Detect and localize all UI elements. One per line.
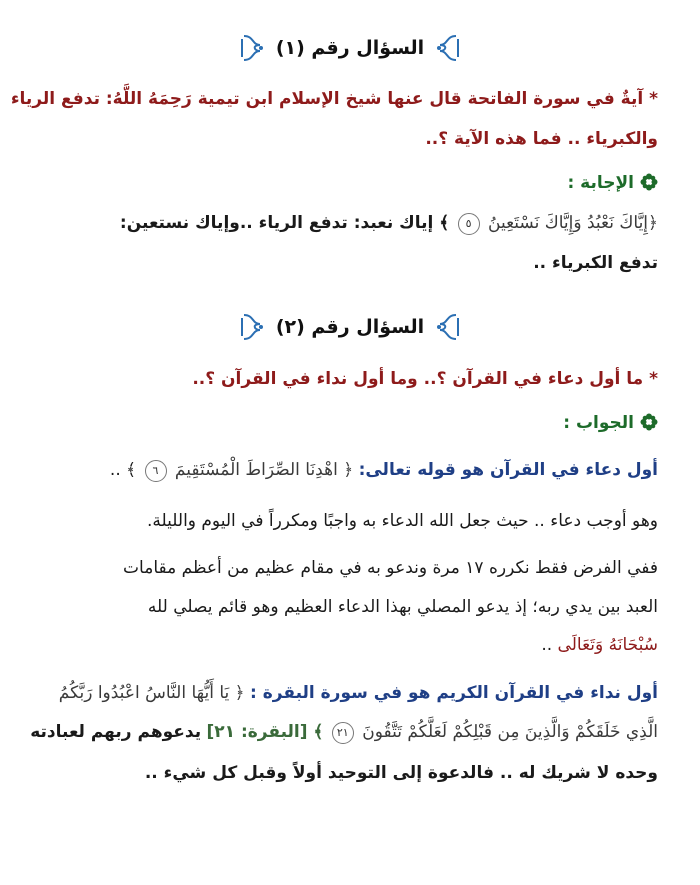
first-call-text: يدعوهم ربهم لعبادته bbox=[30, 722, 202, 742]
answer-label-line bbox=[42, 170, 658, 196]
first-call-intro: أول نداء في القرآن الكريم هو في سورة البقرة : bbox=[250, 683, 658, 703]
answer-1-text: ﴾ إياك نعبد: تدفع الرياء ..وإياك نستعين: bbox=[119, 213, 450, 233]
quran-verse: ﴿إِيَّاكَ نَعْبُدُ وَإِيَّاكَ نَسْتَعِينُ bbox=[488, 213, 658, 233]
flower-icon bbox=[640, 413, 658, 431]
ornament-icon bbox=[240, 33, 266, 63]
quran-verse: ﴿ اهْدِنَا الصِّرَاطَ الْمُسْتَقِيمَ bbox=[174, 460, 354, 480]
paragraph-line-3 bbox=[42, 632, 658, 658]
question-1-line-1: * آيةٌ في سورة الفاتحة قال عنها شيخ الإسلام ابن تيمية رَحِمَهُ اللَّهُ: تدفع الرياء bbox=[10, 89, 658, 109]
first-dua-intro: أول دعاء في القرآن هو قوله تعالى: bbox=[358, 460, 658, 480]
first-dua-end: ﴾ .. bbox=[109, 460, 137, 480]
quran-verse: ﴿ يَا أَيُّهَا النَّاسُ اعْبُدُوا رَبَّكُمُ bbox=[58, 683, 245, 703]
obligation-line: وهو أوجب دعاء .. حيث جعل الله الدعاء به واجبًا ومكرراً في اليوم والليلة. bbox=[146, 511, 658, 531]
quran-verse: الَّذِي خَلَقَكُمْ وَالَّذِينَ مِن قَبْلِكُمْ لَعَلَّكُمْ تَتَّقُونَ bbox=[362, 722, 658, 742]
question-2-title: السؤال رقم (٢) bbox=[275, 316, 425, 338]
first-call-line-1 bbox=[42, 680, 658, 706]
paragraph-line-2: العبد بين يدي ربه؛ إذ يدعو المصلي بهذا الدعاء العظيم وهو قائم يصلي لله bbox=[147, 597, 658, 617]
paragraph-line-1: ففي الفرض فقط نكرره ١٧ مرة وندعو به في مقام عظيم من أعظم مقامات bbox=[123, 558, 658, 578]
question-2-line: * ما أول دعاء في القرآن ؟.. وما أول نداء في القرآن ؟.. bbox=[192, 369, 658, 389]
answer-2-label: الجواب : bbox=[563, 413, 634, 433]
question-1-title: السؤال رقم (١) bbox=[275, 37, 425, 59]
ayah-number: ٥ bbox=[458, 213, 480, 235]
first-dua-line bbox=[42, 457, 658, 483]
ayah-number: ٦ bbox=[145, 460, 167, 482]
surah-reference: ﴾ [البقرة: ٢١] bbox=[206, 722, 324, 742]
answer-1-line-2: تدفع الكبرياء .. bbox=[533, 253, 658, 273]
answer-label: الإجابة : bbox=[567, 173, 634, 193]
first-call-line-2 bbox=[30, 719, 658, 745]
last-line: وحده لا شريك له .. فالدعوة إلى التوحيد أولاً وقبل كل شيء .. bbox=[144, 763, 658, 783]
paragraph-line-3-end: .. bbox=[541, 635, 553, 655]
answer-2-label-line bbox=[42, 410, 658, 436]
answer-1-line-1 bbox=[42, 210, 658, 236]
ayah-number: ٢١ bbox=[332, 722, 354, 744]
question-1-header bbox=[0, 33, 700, 63]
question-1-line-2: والكبرياء .. فما هذه الآية ؟.. bbox=[425, 129, 658, 149]
ornament-icon bbox=[434, 33, 460, 63]
ornament-icon bbox=[434, 312, 460, 342]
honorific: سُبْحَانَهُ وَتَعَالَى bbox=[557, 635, 658, 655]
question-2-header bbox=[0, 312, 700, 342]
flower-icon bbox=[640, 173, 658, 191]
ornament-icon bbox=[240, 312, 266, 342]
